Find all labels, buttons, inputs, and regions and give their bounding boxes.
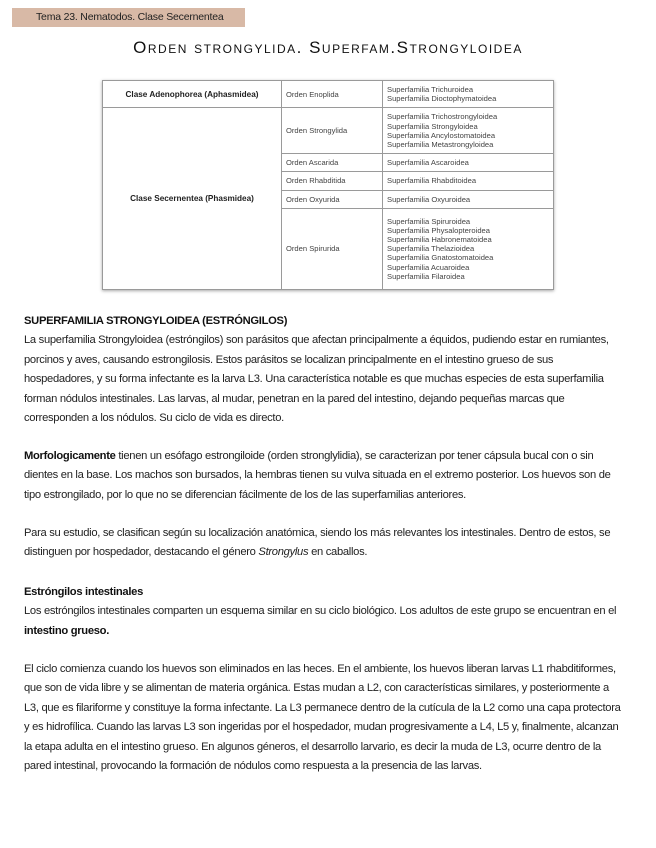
- superfamilias-oxyurida: Superfamilia Oxyuroidea: [383, 190, 554, 208]
- orden-enoplida: Orden Enoplida: [282, 81, 383, 108]
- superfamilias-enoplida: Superfamilia Trichuroidea Superfamilia Dioctophymatoidea: [383, 81, 554, 108]
- orden-strongylida: Orden Strongylida: [282, 108, 383, 154]
- morfologia-section: [24, 447, 624, 505]
- superfamilia-paragraph: La superfamilia Strongyloidea (estróngilos) son parásitos que afectan principalmente a équidos, pudiendo estar en rumiantes, porcinos y aves, causando estrongilosis. Estos parásitos se localizan principalmente en el intestino grueso de sus hospedadores, y su forma infectante es la larva L3. Una característica notable es que muchas especies de esta superfamilia forman nódulos intestinales. Las larvas, al mudar, penetran en la pared del intestino, dejando pequeñas marcas que corresponden a los nódulos. Su ciclo de vida es directo.: [24, 334, 609, 425]
- superfamilia-heading: SUPERFAMILIA STRONGYLOIDEA (ESTRÓNGILOS): [24, 315, 288, 327]
- clase-adenophorea: Clase Adenophorea (Aphasmidea): [103, 81, 282, 108]
- taxonomy-table: [102, 80, 554, 290]
- ciclo-paragraph: El ciclo comienza cuando los huevos son eliminados en las heces. En el ambiente, los huevos liberan larvas L1 rhabditiformes, que son de vida libre y se alimentan de materia orgánica. Estas mudan a L2, con características similares, y posteriormente a L3, que es filariforme y constituye la forma infectante. La L3 permanece dentro de la cutícula de la L2 como una capa protectora y es hidrofílica. Cuando las larvas L3 son ingeridas por el hospedador, mudan progresivamente a L4, L5 y, finalmente, alcanzan la etapa adulta en el intestino grueso. En algunos géneros, el desarrollo larvario, es decir la muda de L3, ocurre dentro de la pared intestinal, provocando la formación de nódulos como respuesta a la presencia de las larvas.: [24, 663, 621, 773]
- page-title: Orden strongylida. Superfam.Strongyloidea: [133, 38, 523, 57]
- intestinales-heading: Estróngilos intestinales: [24, 586, 143, 598]
- intestinales-paragraph: Los estróngilos intestinales comparten un esquema similar en su ciclo biológico. Los adultos de este grupo se encuentran en el intestino grueso.: [24, 605, 617, 637]
- clase-secernentea: Clase Secernentea (Phasmidea): [103, 108, 282, 290]
- superfamilias-rhabditida: Superfamilia Rhabditoidea: [383, 172, 554, 190]
- superfamilias-ascarida: Superfamilia Ascaroidea: [383, 154, 554, 172]
- orden-rhabditida: Orden Rhabditida: [282, 172, 383, 190]
- intestinales-section: [24, 583, 624, 641]
- superfamilia-section: [24, 312, 624, 428]
- estudio-section: [24, 524, 624, 563]
- orden-spirurida: Orden Spirurida: [282, 208, 383, 289]
- morfologia-paragraph: [24, 447, 624, 505]
- morfologia-label: Morfologicamente: [24, 450, 116, 462]
- intestino-grueso-bold: intestino grueso.: [24, 624, 110, 637]
- ciclo-section: [24, 660, 624, 776]
- estudio-paragraph: Para su estudio, se clasifican según su localización anatómica, siendo los más relevantes los intestinales. Dentro de estos, se distinguen por hospedador, destacando el género Strongylus en caballos.: [24, 527, 611, 559]
- superfamilias-strongylida: Superfamilia Trichostrongyloidea Superfamilia Strongyloidea Superfamilia Ancylostomatoidea Superfamilia Metastrongyloidea: [383, 108, 554, 154]
- orden-ascarida: Orden Ascarida: [282, 154, 383, 172]
- superfamilias-spirurida: Superfamilia Spiruroidea Superfamilia Physalopteroidea Superfamilia Habronematoidea Superfamilia Thelazioidea Superfamilia Gnatostomatoidea Superfamilia Acuaroidea Superfamilia Filaroidea: [383, 208, 554, 289]
- chapter-tab: Tema 23. Nematodos. Clase Secernentea: [12, 8, 245, 27]
- morfologia-text: tienen un esófago estrongiloide (orden stronglylidia), se caracterizan por tener cápsula bucal con o sin dientes en la base. Los machos son bursados, la hembras tienen su vulva situada en el extremo posterior. Los huevos son de tipo estrongilado, por lo que no se diferencian fácilmente de los de las superfamilias anteriores.: [24, 450, 611, 501]
- genus-strongylus: Strongylus: [258, 546, 309, 559]
- orden-oxyurida: Orden Oxyurida: [282, 190, 383, 208]
